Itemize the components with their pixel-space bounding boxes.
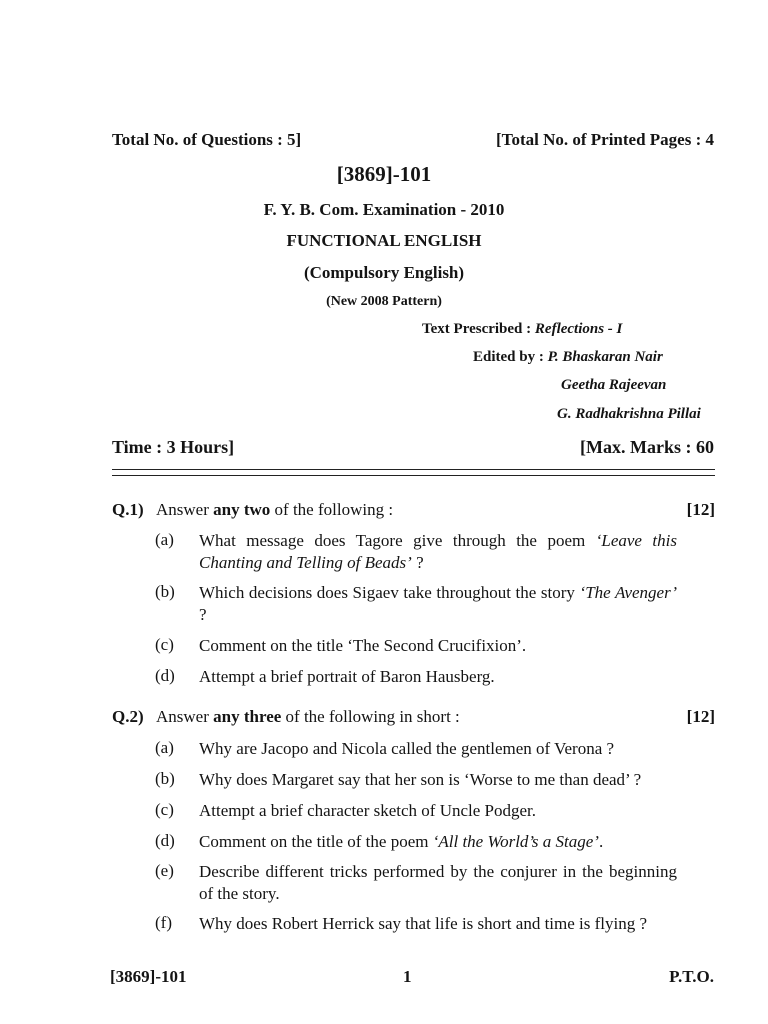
item-text: Why does Robert Herrick say that life is short and time is flying ? xyxy=(199,914,648,933)
question-number: Q.1) xyxy=(112,500,144,519)
item-label: (b) xyxy=(155,582,175,601)
total-pages: [Total No. of Printed Pages : 4 xyxy=(496,130,714,149)
edited-by xyxy=(473,349,663,366)
item-text-tail: . xyxy=(598,832,604,851)
instruction-text: of the following in short : xyxy=(285,707,460,726)
question-instruction xyxy=(156,707,460,727)
item-label: (f) xyxy=(155,913,172,932)
editor-name: G. Radhakrishna Pillai xyxy=(557,406,701,422)
exam-name: F. Y. B. Com. Examination - 2010 xyxy=(263,200,505,219)
item-text: Comment on the title ‘The Second Crucifixion’. xyxy=(199,636,527,655)
divider-line xyxy=(112,469,715,470)
item-text-body: Which decisions does Sigaev take throughout the story xyxy=(199,583,575,602)
item-label: (c) xyxy=(155,800,174,819)
item-label: (a) xyxy=(155,738,174,757)
pto-marker: P.T.O. xyxy=(669,967,714,986)
item-text: Attempt a brief character sketch of Uncle Podger. xyxy=(199,801,537,820)
footer-paper-code: [3869]-101 xyxy=(110,967,187,986)
instruction-text: Answer xyxy=(156,500,209,519)
item-text-title: ‘The Avenger’ xyxy=(579,583,677,602)
item-text-body: What message does Tagore give through the poem xyxy=(199,531,586,550)
editor-name: P. Bhaskaran Nair xyxy=(547,349,663,365)
item-text: Describe different tricks performed by the conjurer in the beginning of the story. xyxy=(199,862,677,903)
item-label: (d) xyxy=(155,831,175,850)
question-marks: [12] xyxy=(686,500,715,519)
instruction-emphasis: any three xyxy=(213,707,282,726)
item-label: (d) xyxy=(155,666,175,685)
item-text-tail: ? xyxy=(411,553,424,572)
text-prescribed-label: Text Prescribed : xyxy=(422,321,532,337)
total-questions: Total No. of Questions : 5] xyxy=(112,130,302,149)
item-text-tail: ? xyxy=(199,605,207,624)
edited-by-label: Edited by : xyxy=(473,349,544,365)
item-text-title: ‘All the World’s a Stage’ xyxy=(432,832,599,851)
item-text: Attempt a brief portrait of Baron Hausberg. xyxy=(199,667,495,686)
question-marks: [12] xyxy=(686,707,715,726)
item-text: Why does Margaret say that her son is ‘Worse to me than dead’ ? xyxy=(199,770,642,789)
item-label: (b) xyxy=(155,769,175,788)
subject-subtitle: (Compulsory English) xyxy=(303,263,465,282)
item-text xyxy=(199,530,677,574)
paper-code: [3869]-101 xyxy=(336,162,432,186)
text-prescribed-value: Reflections - I xyxy=(534,321,623,337)
time-allowed: Time : 3 Hours] xyxy=(112,437,235,457)
question-2-header xyxy=(112,707,715,731)
text-prescribed xyxy=(422,321,622,338)
question-instruction xyxy=(156,500,393,520)
item-text-body: Comment on the title of the poem xyxy=(199,832,429,851)
pattern-note: (New 2008 Pattern) xyxy=(326,294,442,309)
divider-line xyxy=(112,475,715,476)
instruction-emphasis: any two xyxy=(213,500,271,519)
max-marks: [Max. Marks : 60 xyxy=(580,437,714,457)
item-label: (e) xyxy=(155,861,174,880)
item-text: Why are Jacopo and Nicola called the gentlemen of Verona ? xyxy=(199,739,615,758)
editor-name: Geetha Rajeevan xyxy=(561,377,667,393)
item-text xyxy=(199,831,677,853)
subject-title: FUNCTIONAL ENGLISH xyxy=(286,231,482,250)
page-number: 1 xyxy=(403,967,412,986)
question-1-header xyxy=(112,500,715,524)
item-label: (a) xyxy=(155,530,174,549)
item-label: (c) xyxy=(155,635,174,654)
instruction-text: of the following : xyxy=(274,500,394,519)
question-number: Q.2) xyxy=(112,707,144,726)
item-text xyxy=(199,582,677,626)
instruction-text: Answer xyxy=(156,707,209,726)
item-text-title: ‘Leave this Chanting and Telling of Beads’ xyxy=(199,531,677,572)
